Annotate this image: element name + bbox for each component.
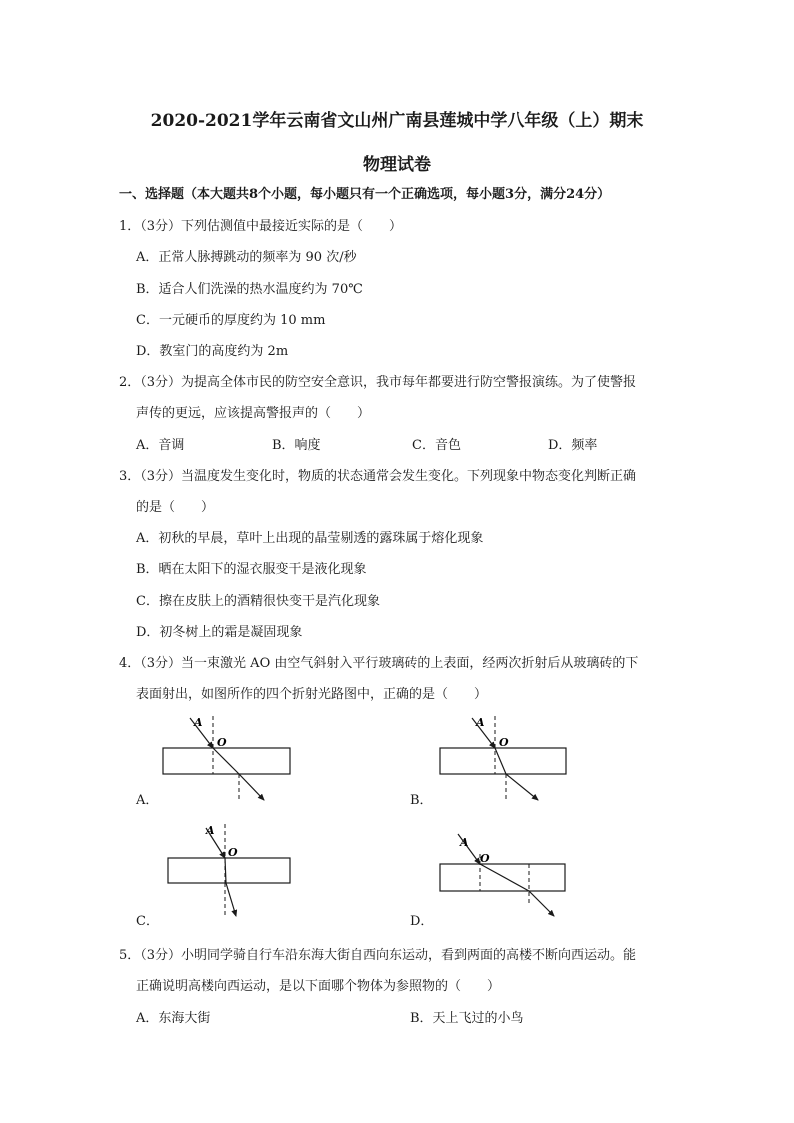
q4-option-d: D．: [410, 914, 434, 929]
question-5-stem-line2: 正确说明高楼向西运动，是以下面哪个物体为参照物的（ ）: [136, 979, 501, 994]
emergent-ray: [239, 774, 264, 800]
q3-option-a: A．初秋的早晨，草叶上出现的晶莹剔透的露珠属于熔化现象: [136, 531, 484, 546]
q4-option-a: A．: [136, 793, 159, 808]
q3-option-d: D．初冬树上的霜是凝固现象: [136, 625, 303, 640]
q4-figure-c: [160, 820, 300, 920]
question-3-stem-line1: 3．（3分）当温度发生变化时，物质的状态通常会发生变化。下列现象中物态变化判断正确: [119, 469, 637, 484]
q3-option-c: C．擦在皮肤上的酒精很快变干是汽化现象: [136, 594, 380, 609]
question-2-stem-line2: 声传的更远，应该提高警报声的（ ）: [136, 406, 371, 421]
q4-figure-b: [436, 712, 576, 808]
refracted-ray: [480, 864, 529, 891]
label-a: A: [194, 716, 203, 729]
label-a: A: [460, 836, 469, 849]
q5-option-b: B．天上飞过的小鸟: [410, 1011, 524, 1026]
question-4-stem-line2: 表面射出，如图所作的四个折射光路图中，正确的是（ ）: [136, 687, 488, 702]
label-o: O: [217, 736, 227, 749]
q4-option-c: C．: [136, 914, 159, 929]
question-2-stem-line1: 2．（3分）为提高全体市民的防空安全意识，我市每年都要进行防空警报演练。为了使警报: [119, 375, 637, 390]
emergent-ray: [529, 891, 554, 916]
q4-figure-d: [436, 828, 576, 924]
question-3-stem-line2: 的是（ ）: [136, 500, 215, 515]
question-4-stem-line1: 4．（3分）当一束激光 AO 由空气斜射入平行玻璃砖的上表面，经两次折射后从玻璃砖的下: [119, 656, 639, 671]
label-a: A: [206, 824, 215, 837]
label-o: O: [228, 846, 238, 859]
section-heading: 一、选择题（本大题共8个小题，每小题只有一个正确选项，每小题3分，满分24分）: [119, 187, 611, 202]
q5-option-a: A．东海大街: [136, 1011, 211, 1026]
label-o: O: [480, 852, 490, 865]
question-1-stem: 1．（3分）下列估测值中最接近实际的是（ ）: [119, 219, 403, 234]
label-a: A: [476, 716, 485, 729]
glass-brick: [440, 864, 565, 891]
q2-option-b: B．响度: [272, 438, 321, 453]
paper-title-line1: 2020-2021学年云南省文山州广南县莲城中学八年级（上）期末: [150, 111, 644, 131]
glass-brick: [168, 858, 290, 883]
refracted-ray: [213, 748, 239, 774]
q1-option-b: B．适合人们洗澡的热水温度约为 70℃: [136, 282, 363, 297]
q1-option-a: A．正常人脉搏跳动的频率为 90 次/秒: [136, 250, 357, 265]
q2-option-a: A．音调: [136, 438, 185, 453]
q4-figure-a: [160, 712, 300, 808]
question-5-stem-line1: 5．（3分）小明同学骑自行车沿东海大街自西向东运动，看到两面的高楼不断向西运动。能: [119, 948, 637, 963]
refracted-ray: [225, 858, 226, 883]
q2-option-d: D．频率: [548, 438, 598, 453]
refracted-ray: [495, 748, 506, 774]
paper-title-line2: 物理试卷: [363, 155, 431, 175]
glass-brick: [440, 748, 566, 774]
q4-option-b: B．: [410, 793, 433, 808]
emergent-ray: [226, 883, 236, 916]
q2-option-c: C．音色: [412, 438, 461, 453]
q3-option-b: B．晒在太阳下的湿衣服变干是液化现象: [136, 562, 367, 577]
emergent-ray: [506, 774, 538, 800]
label-o: O: [499, 736, 509, 749]
q1-option-d: D．教室门的高度约为 2m: [136, 344, 289, 359]
q1-option-c: C．一元硬币的厚度约为 10 mm: [136, 313, 326, 328]
